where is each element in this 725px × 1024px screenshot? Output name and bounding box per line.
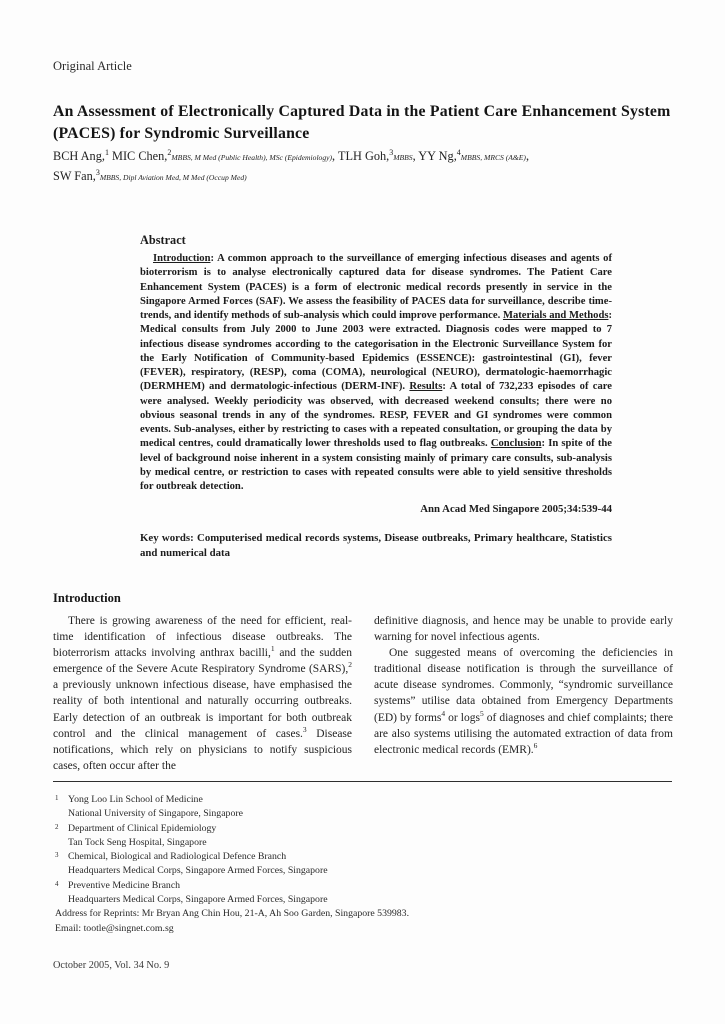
affiliation-line: Tan Tock Seng Hospital, Singapore <box>68 836 207 848</box>
introduction-heading: Introduction <box>53 591 121 605</box>
footnote-affiliation-4 <box>53 879 672 908</box>
left-column <box>53 613 352 774</box>
footnote-affiliation-3 <box>53 850 672 879</box>
journal-citation: Ann Acad Med Singapore 2005;34:539-44 <box>420 503 612 516</box>
abstract-heading: Abstract <box>140 233 186 247</box>
abstract-section <box>140 233 612 560</box>
footnote-number: 4 <box>55 879 59 888</box>
abstract-paragraph: Introduction: A common approach to the surveillance of emerging infectious diseases and agents of bioterrorism is to analyse electronically captured data for disease syndromes. The Patient Care Enhancement System (PACES) is a form of electronic medical records presently in service in the Singapore Armed Forces (SAF). We assess the feasibility of PACES data for surveillance, describe time-trends, and identify methods of sub-analysis which could improve performance. Materials and Methods: Medical consults from July 2000 to June 2003 were extracted. Diagnosis codes were mapped to 7 infectious disease syndromes according to the categorisation in the Electronic Surveillance System for the Early Notification of Community-based Epidemics (ESSENCE): gastrointestinal (GI), fever (FEVER), respiratory, (RESP), coma (COMA), neurological (NEURO), dermatologic-haemorrhagic (DERMHEM) and dermatologic-infectious (DERM-INF). Results: A total of 732,233 episodes of care were analysed. Weekly periodicity was observed, with decreased weekend consults; there were no obvious seasonal trends in any of the syndromes. RESP, FEVER and GI syndromes were common events. Sub-analyses, either by restricting to cases with a repeated consultation, or grouping the data by medical centres, could dramatically lower thresholds used to flag outbreaks. Conclusion: In spite of the level of background noise inherent in a system consisting mainly of primary care consults, sub-analysis by medical centre, or restriction to cases with repeated consults were able to yield sensitive thresholds for outbreak detection. <box>140 253 612 492</box>
right-column <box>374 613 673 774</box>
affiliation-footnotes <box>53 793 672 936</box>
footnote-affiliation-1 <box>53 793 672 822</box>
footnote-divider <box>53 781 672 782</box>
intro-paragraph-continuation: definitive diagnosis, and hence may be unable to provide early warning for novel infectious agents. <box>374 615 673 644</box>
two-column-body <box>53 613 673 774</box>
author-line-2: SW Fan,$^3$MBBS, Dipl Aviation Med, M Med (Occup Med) <box>53 167 247 183</box>
affiliation-line: Chemical, Biological and Radiological Defence Branch <box>68 851 287 863</box>
footnote-affiliation-2 <box>53 822 672 851</box>
footnote-number: 2 <box>55 822 59 831</box>
author-line-1: BCH Ang,$^1$ MIC Chen,$^2$MBBS, M Med (Public Health), MSc (Epidemiology), TLH Goh,$^3$MBBS, YY Ng,$^4$MBBS, MRCS (A&E), <box>53 147 530 163</box>
affiliation-line: Preventive Medicine Branch <box>68 879 181 891</box>
reprints-address: Address for Reprints: Mr Bryan Ang Chin Hou, 21-A, Ah Soo Garden, Singapore 539983. <box>55 908 410 920</box>
intro-paragraph-right: One suggested means of overcoming the deficiencies in traditional disease notification is through the surveillance of acute disease syndromes. Commonly, “syndromic surveillance systems” utilise data obtained from Emergency Departments (ED) by forms$^4$ or logs$^5$ of diagnoses and chief complaints; there are also systems utilising the automated extraction of data from electronic medical records (EMR).$^6$ <box>374 647 674 756</box>
reprints-email: Email: tootle@singnet.com.sg <box>55 922 174 934</box>
footnote-number: 3 <box>55 851 59 860</box>
affiliation-line: Department of Clinical Epidemiology <box>68 822 217 834</box>
footnote-area <box>53 781 672 936</box>
affiliation-line: National University of Singapore, Singapore <box>68 808 243 820</box>
article-title: An Assessment of Electronically Captured Data in the Patient Care Enhancement System (PACES) for Syndromic Surveillance <box>53 103 671 142</box>
footnote-number: 1 <box>55 794 59 802</box>
keywords-paragraph: Key words: Computerised medical records systems, Disease outbreaks, Primary healthcare, Statistics and numerical data <box>140 532 612 559</box>
article-type-label: Original Article <box>53 59 132 73</box>
issue-footer: October 2005, Vol. 34 No. 9 <box>53 960 170 971</box>
affiliation-line: Yong Loo Lin School of Medicine <box>68 794 203 805</box>
affiliation-line: Headquarters Medical Corps, Singapore Armed Forces, Singapore <box>68 894 328 906</box>
author-byline <box>53 147 675 187</box>
affiliation-line: Headquarters Medical Corps, Singapore Armed Forces, Singapore <box>68 865 328 877</box>
intro-paragraph-left: There is growing awareness of the need for efficient, real-time identification of infectious disease outbreaks. The bioterrorism attacks involving anthrax bacilli,$^1$ and the sudden emergence of the Severe Acute Respiratory Syndrome (SARS),$^2$ a previously unknown infectious disease, have emphasised the reality of both intentional and naturally occurring outbreaks. Early detection of an outbreak is important for both outbreak control and the clinical management of cases.$^3$ Disease notifications, which rely on physicians to notify suspicious cases, often occur after the <box>53 615 352 772</box>
introduction-section <box>53 591 673 774</box>
